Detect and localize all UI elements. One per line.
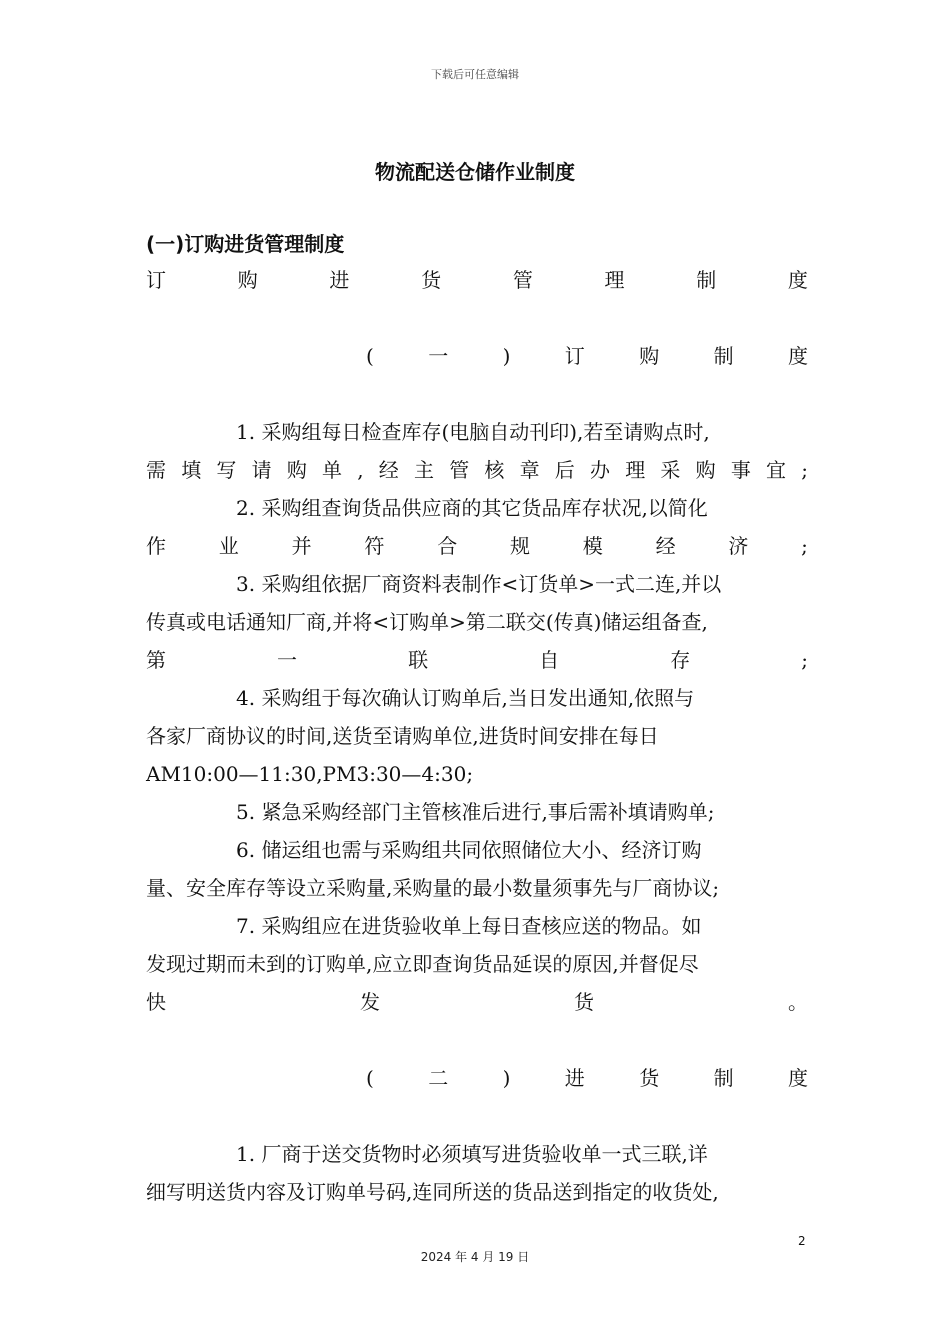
paragraph-line: 5. 紧急采购经部门主管核准后进行,事后需补填请购单; xyxy=(236,800,715,824)
spread-char: 制 xyxy=(713,344,734,368)
paragraph-line: 各家厂商协议的时间,送货至请购单位,进货时间安排在每日 xyxy=(146,724,659,748)
spread-char: 联 xyxy=(408,648,429,672)
spread-char: 并 xyxy=(291,534,312,558)
spread-char: 请 xyxy=(251,458,272,482)
spread-char: 写 xyxy=(216,458,237,482)
paragraph-line: 1. 采购组每日检查库存(电脑自动刊印),若至请购点时, xyxy=(236,420,710,444)
spread-char: 办 xyxy=(590,458,610,482)
spread-char: 一 xyxy=(277,648,298,672)
paragraph-line: 4. 采购组于每次确认订购单后,当日发出通知,依照与 xyxy=(236,686,695,710)
spread-char: 济 xyxy=(728,534,749,558)
spread-char: , xyxy=(357,458,364,482)
subsection-heading-2 xyxy=(366,1059,808,1097)
document-body xyxy=(146,261,808,1211)
page-header-note: 下载后可任意编辑 xyxy=(431,68,519,81)
paragraph-line: 3. 采购组依据厂商资料表制作<订货单>一式二连,并以 xyxy=(236,572,722,596)
spread-char: 货 xyxy=(639,1066,660,1090)
paragraph-line: 发现过期而未到的订购单,应立即查询货品延误的原因,并督促尽 xyxy=(146,952,699,976)
spread-char: 快 xyxy=(146,990,166,1014)
spread-char: 理 xyxy=(625,458,646,482)
paragraph-line: AM10:00—11:30,PM3:30—4:30; xyxy=(146,762,474,786)
spread-char: 货 xyxy=(421,268,442,292)
document-title: 物流配送仓储作业制度 xyxy=(375,160,575,184)
spread-char: 订 xyxy=(564,344,585,368)
spread-char: 。 xyxy=(788,990,808,1014)
paragraph-line: 7. 采购组应在进货验收单上每日查核应送的物品。如 xyxy=(236,914,702,938)
spread-char: 订 xyxy=(146,268,166,292)
spread-char: 进 xyxy=(329,268,350,292)
spread-char: 管 xyxy=(449,458,470,482)
paragraph-line: 细写明送货内容及订购单号码,连同所送的货品送到指定的收货处, xyxy=(146,1180,719,1204)
paragraph-line: 2. 采购组查询货品供应商的其它货品库存状况,以简化 xyxy=(236,496,708,520)
spread-char: 符 xyxy=(364,534,385,558)
spread-char: 制 xyxy=(713,1066,734,1090)
spread-heading xyxy=(146,261,808,299)
spread-char: 度 xyxy=(787,268,808,292)
paragraph-line: 6. 储运组也需与采购组共同依照储位大小、经济订购 xyxy=(236,838,702,862)
paragraph-line: 1. 厂商于送交货物时必须填写进货验收单一式三联,详 xyxy=(236,1142,708,1166)
paragraph-line: 传真或电话通知厂商,并将<订购单>第二联交(传真)储运组备查, xyxy=(146,610,708,634)
section-heading: (一)订购进货管理制度 xyxy=(146,232,345,256)
spread-char: 购 xyxy=(286,458,307,482)
paragraph-line xyxy=(146,641,808,679)
paragraph-line xyxy=(146,983,808,1021)
spread-char: 模 xyxy=(582,534,603,558)
subsection-heading-1 xyxy=(366,337,808,375)
spread-char: 合 xyxy=(437,534,458,558)
spread-char: 主 xyxy=(413,458,434,482)
paragraph-line xyxy=(146,451,808,489)
spread-char: 经 xyxy=(655,534,676,558)
spread-char: 购 xyxy=(695,458,716,482)
spread-char: 购 xyxy=(237,268,258,292)
spread-char: 进 xyxy=(564,1066,585,1090)
spread-char: 管 xyxy=(512,268,533,292)
spread-char: ; xyxy=(801,534,808,558)
spread-char: 填 xyxy=(181,458,202,482)
spread-char: ; xyxy=(801,648,808,672)
spread-char: 章 xyxy=(519,458,540,482)
spread-char: 购 xyxy=(639,344,660,368)
footer-date: 2024 年 4 月 19 日 xyxy=(420,1250,530,1264)
spread-char: 制 xyxy=(696,268,717,292)
spread-char: ( xyxy=(366,1066,374,1090)
spread-char: 一 xyxy=(428,344,449,368)
spread-char: 事 xyxy=(730,458,751,482)
spread-char: ; xyxy=(801,458,808,482)
paragraph-line: 量、安全库存等设立采购量,采购量的最小数量须事先与厂商协议; xyxy=(146,876,720,900)
page-number: 2 xyxy=(798,1234,806,1248)
spread-char: 采 xyxy=(660,458,681,482)
spread-char: 后 xyxy=(554,458,575,482)
spread-char: ) xyxy=(502,1066,511,1090)
spread-char: 宜 xyxy=(766,458,787,482)
spread-char: 业 xyxy=(218,534,239,558)
spread-char: 核 xyxy=(484,458,505,482)
spread-char: 货 xyxy=(574,990,594,1014)
spread-char: 存 xyxy=(670,648,691,672)
paragraph-line xyxy=(146,527,808,565)
spread-char: 理 xyxy=(604,268,625,292)
spread-char: 发 xyxy=(360,990,380,1014)
spread-char: 度 xyxy=(787,1066,808,1090)
spread-char: 二 xyxy=(428,1066,449,1090)
spread-char: ) xyxy=(502,344,511,368)
spread-char: 经 xyxy=(378,458,399,482)
spread-char: 度 xyxy=(787,344,808,368)
spread-char: 单 xyxy=(322,458,343,482)
spread-char: 作 xyxy=(146,534,166,558)
spread-char: ( xyxy=(366,344,374,368)
spread-char: 规 xyxy=(509,534,530,558)
spread-char: 第 xyxy=(146,648,166,672)
spread-char: 自 xyxy=(539,648,560,672)
spread-char: 需 xyxy=(146,458,166,482)
